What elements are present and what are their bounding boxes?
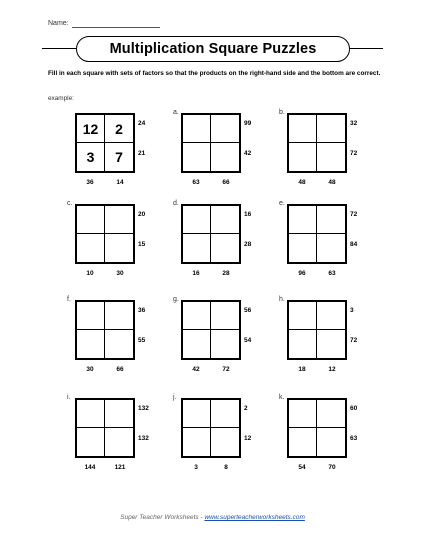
- puzzle-a: [173, 109, 261, 193]
- grid-cell[interactable]: [105, 400, 133, 428]
- grid-cell[interactable]: [289, 302, 317, 330]
- row-product: 3: [350, 307, 354, 314]
- grid-cell[interactable]: [211, 234, 239, 262]
- puzzle-grid: [181, 113, 241, 173]
- grid-cell[interactable]: [77, 302, 105, 330]
- title-rule-left: [42, 48, 76, 49]
- puzzle-grid: [287, 204, 347, 264]
- column-product: 63: [328, 270, 336, 277]
- grid-cell[interactable]: [105, 234, 133, 262]
- row-product: 55: [138, 337, 146, 344]
- puzzle-letter: d.: [173, 200, 179, 207]
- puzzle-b: [279, 109, 367, 193]
- puzzle-grid: [287, 398, 347, 458]
- puzzle-k: [279, 394, 367, 478]
- puzzle-grid: [181, 300, 241, 360]
- row-product: 72: [350, 337, 358, 344]
- column-product: 66: [222, 179, 230, 186]
- puzzle-letter: f.: [67, 296, 71, 303]
- grid-cell[interactable]: [211, 400, 239, 428]
- grid-cell[interactable]: [317, 428, 345, 456]
- grid-cell[interactable]: [317, 330, 345, 358]
- puzzle-e: [279, 200, 367, 284]
- grid-cell[interactable]: [105, 206, 133, 234]
- column-product: 42: [192, 366, 200, 373]
- row-product: 84: [350, 241, 358, 248]
- puzzle-grid: [181, 204, 241, 264]
- puzzle-example: [75, 113, 155, 193]
- row-product: 21: [138, 150, 146, 157]
- puzzle-d: [173, 200, 261, 284]
- puzzle-grid: [287, 300, 347, 360]
- puzzle-letter: a.: [173, 109, 179, 116]
- puzzle-c: [67, 200, 155, 284]
- column-product: 10: [86, 270, 94, 277]
- puzzle-grid: [75, 113, 135, 173]
- row-product: 28: [244, 241, 252, 248]
- column-product: 54: [298, 464, 306, 471]
- column-product: 66: [116, 366, 124, 373]
- grid-cell[interactable]: [317, 143, 345, 171]
- puzzle-letter: h.: [279, 296, 285, 303]
- column-product: 30: [116, 270, 124, 277]
- grid-cell[interactable]: [183, 302, 211, 330]
- title-rule-right: [350, 48, 383, 49]
- grid-cell[interactable]: [289, 330, 317, 358]
- name-field-line[interactable]: [72, 27, 160, 28]
- grid-cell[interactable]: [105, 302, 133, 330]
- example-label: example:: [48, 95, 74, 102]
- grid-cell[interactable]: [317, 115, 345, 143]
- column-product: 63: [192, 179, 200, 186]
- column-product: 12: [328, 366, 336, 373]
- row-product: 99: [244, 120, 252, 127]
- column-product: 96: [298, 270, 306, 277]
- puzzle-grid: [75, 204, 135, 264]
- column-product: 48: [298, 179, 306, 186]
- grid-cell[interactable]: [211, 428, 239, 456]
- puzzle-letter: c.: [67, 200, 73, 207]
- grid-cell[interactable]: [105, 330, 133, 358]
- grid-cell[interactable]: [317, 400, 345, 428]
- grid-cell[interactable]: [211, 115, 239, 143]
- row-product: 72: [350, 211, 358, 218]
- grid-cell[interactable]: [183, 143, 211, 171]
- puzzle-i: [67, 394, 155, 478]
- puzzle-letter: j.: [173, 394, 177, 401]
- row-product: 60: [350, 405, 358, 412]
- column-product: 3: [194, 464, 198, 471]
- puzzle-grid: [287, 113, 347, 173]
- footer-brand: Super Teacher Worksheets: [120, 514, 199, 521]
- column-product: 16: [192, 270, 200, 277]
- row-product: 16: [244, 211, 252, 218]
- grid-cell[interactable]: [183, 428, 211, 456]
- grid-cell[interactable]: 7: [115, 149, 123, 165]
- column-product: 121: [114, 464, 126, 471]
- row-product: 63: [350, 435, 358, 442]
- column-product: 8: [224, 464, 228, 471]
- grid-cell[interactable]: [289, 143, 317, 171]
- column-product: 18: [298, 366, 306, 373]
- puzzle-letter: g.: [173, 296, 179, 303]
- footer-link[interactable]: www.superteacherworksheets.com: [204, 514, 305, 521]
- grid-cell[interactable]: [183, 400, 211, 428]
- row-product: 42: [244, 150, 252, 157]
- row-product: 132: [138, 435, 149, 442]
- grid-cell[interactable]: [183, 234, 211, 262]
- puzzle-grid: [181, 398, 241, 458]
- footer: [0, 514, 425, 521]
- page-title: Multiplication Square Puzzles: [109, 41, 317, 57]
- column-product: 30: [86, 366, 94, 373]
- column-product: 72: [222, 366, 230, 373]
- grid-cell[interactable]: 3: [77, 143, 105, 171]
- column-product: 70: [328, 464, 336, 471]
- grid-cell[interactable]: [183, 115, 211, 143]
- row-product: 72: [350, 150, 358, 157]
- grid-cell[interactable]: 12: [77, 115, 105, 143]
- puzzle-f: [67, 296, 155, 380]
- footer-separator: -: [198, 514, 205, 521]
- grid-cell[interactable]: [105, 428, 133, 456]
- grid-cell[interactable]: 2: [105, 115, 133, 143]
- puzzle-grid: [75, 300, 135, 360]
- puzzle-j: [173, 394, 261, 478]
- grid-cell[interactable]: [289, 428, 317, 456]
- grid-cell[interactable]: [77, 400, 105, 428]
- column-product: 144: [84, 464, 96, 471]
- row-product: 32: [350, 120, 358, 127]
- grid-cell[interactable]: [183, 206, 211, 234]
- grid-cell[interactable]: [317, 302, 345, 330]
- grid-cell[interactable]: [289, 115, 317, 143]
- row-product: 36: [138, 307, 146, 314]
- puzzle-letter: i.: [67, 394, 71, 401]
- puzzle-h: [279, 296, 367, 380]
- grid-cell[interactable]: [77, 428, 105, 456]
- grid-cell[interactable]: [211, 302, 239, 330]
- grid-cell[interactable]: [289, 234, 317, 262]
- grid-cell[interactable]: [77, 330, 105, 358]
- name-label: Name:: [48, 20, 69, 27]
- grid-cell[interactable]: [289, 400, 317, 428]
- row-product: 15: [138, 241, 146, 248]
- puzzle-g: [173, 296, 261, 380]
- grid-cell[interactable]: [211, 143, 239, 171]
- grid-cell[interactable]: [211, 206, 239, 234]
- row-product: 54: [244, 337, 252, 344]
- grid-cell[interactable]: [317, 234, 345, 262]
- column-product: 36: [86, 179, 94, 186]
- instructions: Fill in each square with sets of factors so that the products on the right-hand side and the bottom are correct.: [48, 70, 381, 77]
- grid-cell[interactable]: [77, 206, 105, 234]
- grid-cell[interactable]: [77, 234, 105, 262]
- puzzle-letter: b.: [279, 109, 285, 116]
- row-product: 2: [244, 405, 248, 412]
- grid-cell[interactable]: [183, 330, 211, 358]
- grid-cell[interactable]: [211, 330, 239, 358]
- row-product: 24: [138, 120, 146, 127]
- column-product: 28: [222, 270, 230, 277]
- puzzle-letter: k.: [279, 394, 285, 401]
- puzzle-letter: e.: [279, 200, 285, 207]
- row-product: 132: [138, 405, 149, 412]
- row-product: 20: [138, 211, 146, 218]
- row-product: 56: [244, 307, 252, 314]
- title-banner: [76, 36, 350, 62]
- row-product: 12: [244, 435, 252, 442]
- grid-cell[interactable]: [289, 206, 317, 234]
- column-product: 14: [116, 179, 124, 186]
- column-product: 48: [328, 179, 336, 186]
- puzzle-grid: [75, 398, 135, 458]
- grid-cell[interactable]: [317, 206, 345, 234]
